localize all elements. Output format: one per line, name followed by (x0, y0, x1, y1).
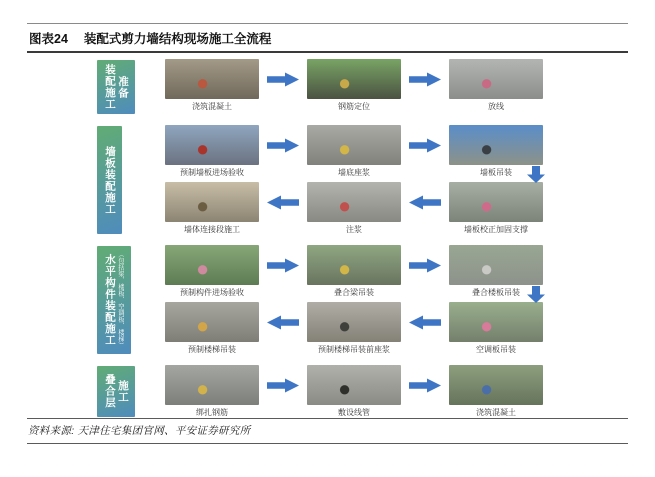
construction-photo (449, 245, 543, 285)
arrow-right-icon (401, 125, 449, 153)
flow-row (165, 245, 628, 298)
flow-step (165, 59, 259, 112)
step-caption: 浇筑混凝土 (192, 102, 232, 111)
step-caption: 墙底座浆 (338, 168, 370, 177)
step-caption: 敷设线管 (338, 408, 370, 417)
stage-label-text: 施工 (117, 380, 129, 403)
construction-photo (449, 302, 543, 342)
step-caption: 预制墙板进场验收 (180, 168, 244, 177)
arrow-left-icon (259, 182, 307, 210)
flow-step (449, 302, 543, 355)
flow-step (165, 365, 259, 418)
arrow-right-icon (401, 365, 449, 393)
step-caption: 叠合楼板吊装 (472, 288, 520, 297)
stage-label (97, 246, 131, 354)
report-figure-page (27, 23, 628, 444)
stage-rows (165, 245, 628, 355)
footer-bottom-rule (27, 443, 628, 444)
flow-step (307, 365, 401, 418)
construction-photo (165, 182, 259, 222)
step-caption: 浇筑混凝土 (476, 408, 516, 417)
flow-step (165, 302, 259, 355)
construction-photo (307, 365, 401, 405)
arrow-right-icon (401, 245, 449, 273)
flow-step (165, 245, 259, 298)
step-caption: 墙体连接段施工 (184, 225, 240, 234)
flow-row (165, 59, 628, 112)
stage-label-text: 墙板装配施工 (104, 145, 116, 215)
figure-title: 装配式剪力墙结构现场施工全流程 (83, 32, 272, 46)
construction-photo (449, 365, 543, 405)
step-caption: 墙板校正加固支撑 (464, 225, 528, 234)
step-caption: 空调板吊装 (476, 345, 516, 354)
step-caption: 钢筋定位 (338, 102, 370, 111)
step-caption: 预制楼梯吊装前座浆 (318, 345, 390, 354)
flow-diagram (27, 53, 628, 418)
arrow-right-icon (259, 59, 307, 87)
step-caption: 叠合梁吊装 (334, 288, 374, 297)
step-caption: 放线 (488, 102, 504, 111)
stage-block-2 (97, 125, 628, 235)
construction-photo (307, 182, 401, 222)
stage-label (97, 366, 135, 417)
figure-header (27, 24, 628, 51)
arrow-down-icon (527, 166, 545, 183)
stage-label-column (97, 59, 165, 115)
construction-photo (449, 125, 543, 165)
flow-step (449, 365, 543, 418)
stage-rows (165, 59, 628, 115)
step-caption: 墙板吊装 (480, 168, 512, 177)
construction-photo (449, 182, 543, 222)
arrow-right-icon (401, 59, 449, 87)
stage-label-column (97, 365, 165, 418)
flow-step (307, 302, 401, 355)
flow-step (449, 59, 543, 112)
construction-photo (307, 302, 401, 342)
arrow-right-icon (259, 125, 307, 153)
step-caption: 预制楼梯吊装 (188, 345, 236, 354)
flow-row (165, 302, 628, 355)
arrow-left-icon (259, 302, 307, 330)
stage-block-1 (97, 59, 628, 115)
construction-photo (165, 59, 259, 99)
stage-label (97, 126, 122, 234)
flow-step (307, 125, 401, 178)
figure-number: 图表24 (29, 32, 68, 46)
step-caption: 绑扎钢筋 (196, 408, 228, 417)
flow-row (165, 125, 628, 178)
stage-label (97, 60, 135, 114)
construction-photo (165, 125, 259, 165)
step-caption: 注浆 (346, 225, 362, 234)
construction-photo (165, 245, 259, 285)
construction-photo (307, 125, 401, 165)
construction-photo (165, 302, 259, 342)
stage-rows (165, 125, 628, 235)
construction-photo (307, 245, 401, 285)
construction-photo (307, 59, 401, 99)
step-caption: 预制构件进场验收 (180, 288, 244, 297)
flow-step (449, 182, 543, 235)
flow-step (449, 125, 543, 178)
stage-label-column (97, 125, 165, 235)
stage-block-4 (97, 365, 628, 418)
stage-label-column (97, 245, 165, 355)
arrow-down-icon (527, 286, 545, 303)
flow-row (165, 182, 628, 235)
stage-block-3 (97, 245, 628, 355)
arrow-left-icon (401, 302, 449, 330)
stage-label-text: 装配施工 (104, 64, 116, 110)
source-note: 资料来源: 天津住宅集团官网、平安证券研究所 (28, 425, 251, 437)
flow-step (307, 182, 401, 235)
flow-step (307, 245, 401, 298)
flow-step (165, 182, 259, 235)
flow-step (449, 245, 543, 298)
flow-step (165, 125, 259, 178)
flow-row (165, 365, 628, 418)
stage-label-subtext: （包括梁、楼板、空调板、楼梯） (117, 251, 124, 349)
stage-rows (165, 365, 628, 418)
construction-photo (165, 365, 259, 405)
construction-photo (449, 59, 543, 99)
stage-label-text: 叠合层 (104, 374, 116, 409)
arrow-right-icon (259, 245, 307, 273)
stage-label-text: 准备 (117, 75, 129, 99)
stage-label-text: 水平构件装配施工 (104, 254, 116, 346)
arrow-left-icon (401, 182, 449, 210)
arrow-right-icon (259, 365, 307, 393)
flow-step (307, 59, 401, 112)
